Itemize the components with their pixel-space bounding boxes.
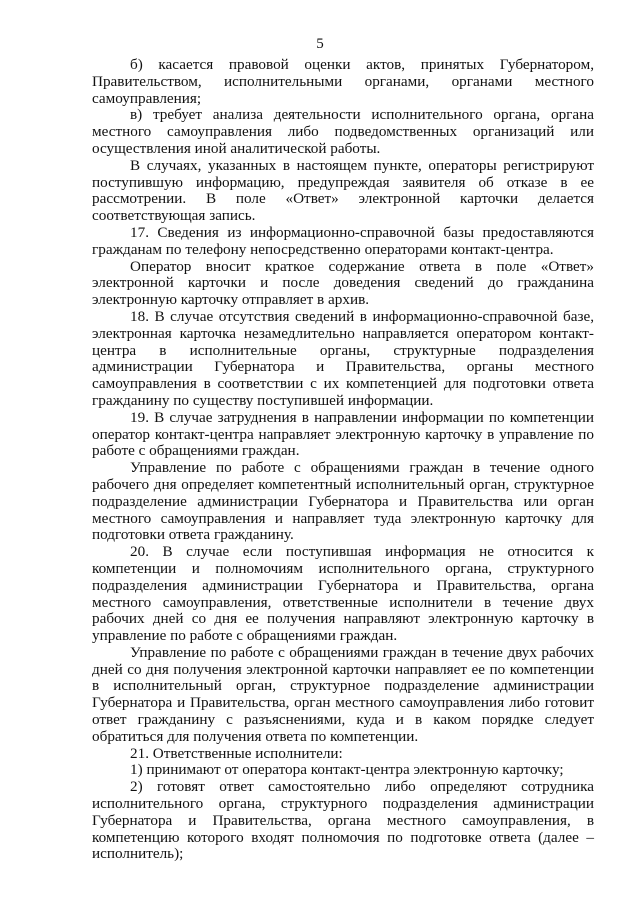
paragraph-department-one-day: Управление по работе с обращениями граждан в течение одного рабочего дня определяет компетентный исполнительный орган, структурное подразделение администрации Губернатора и Правительства или орган местного самоуправления и направляет туда электронную карточку для подготовки ответа гражданину. <box>92 459 594 544</box>
paragraph-item-b: б) касается правовой оценки актов, принятых Губернатором, Правительством, исполнительными органами, органами местного самоуправления; <box>92 56 594 107</box>
paragraph-clause-17: 17. Сведения из информационно-справочной базы предоставляются гражданам по телефону непосредственно операторами контакт-центра. <box>92 223 594 258</box>
paragraph-item-2: 2) готовят ответ самостоятельно либо определяют сотрудника исполнительного органа, структурного подразделения администрации Губернатора и Правительства, органа местного самоуправления, в компетенцию которого входят полномочия по подготовке ответа (далее – исполнитель); <box>92 778 594 863</box>
paragraph-clause-19: 19. В случае затруднения в направлении информации по компетенции оператор контакт-центра направляет электронную карточку в управление по работе с обращениями граждан. <box>92 408 594 460</box>
paragraph-item-1: 1) принимают от оператора контакт-центра электронную карточку; <box>130 761 564 779</box>
document-body <box>92 57 594 863</box>
paragraph-clause-18: 18. В случае отсутствия сведений в информационно-справочной базе, электронная карточка незамедлительно направляется оператором контакт-центра в исполнительные органы, структурные подразделения администрации Губернатора и Правительства, органы местного самоуправления в соответствии с их компетенцией для подготовки ответа гражданину по существу поступившей информации. <box>92 307 594 409</box>
page-number: 5 <box>316 36 324 52</box>
paragraph-operator-answer: Оператор вносит краткое содержание ответа в поле «Ответ» электронной карточки и после доведения сведений до гражданина электронную карточку отправляет в архив. <box>92 257 594 309</box>
paragraph-department-two-days: Управление по работе с обращениями граждан в течение двух рабочих дней со дня получения электронной карточки направляет ее по компетенции в исполнительный орган, структурное подразделение администрации Губернатора и Правительства, орган местного самоуправления либо готовит ответ гражданину с разъяснениями, куда и в каком порядке следует обратиться для получения ответа по компетенции. <box>92 643 594 745</box>
paragraph-clause-21: 21. Ответственные исполнители: <box>130 744 343 762</box>
paragraph-item-v: в) требует анализа деятельности исполнительного органа, органа местного самоуправления либо подведомственных организаций или осуществления иной аналитической работы. <box>92 106 594 157</box>
paragraph-clause-20: 20. В случае если поступившая информация не относится к компетенции и полномочиям исполнительного органа, структурного подразделения администрации Губернатора и Правительства, органа местного самоуправления, ответственные исполнители в течение двух рабочих дней со дня ее получения направляют электронную карточку в управление по работе с обращениями граждан. <box>92 543 594 645</box>
paragraph-refusal-note: В случаях, указанных в настоящем пункте, операторы регистрируют поступившую информацию, предупреждая заявителя об отказе в ее рассмотрении. В поле «Ответ» электронной карточки делается соответствующая запись. <box>92 156 594 225</box>
